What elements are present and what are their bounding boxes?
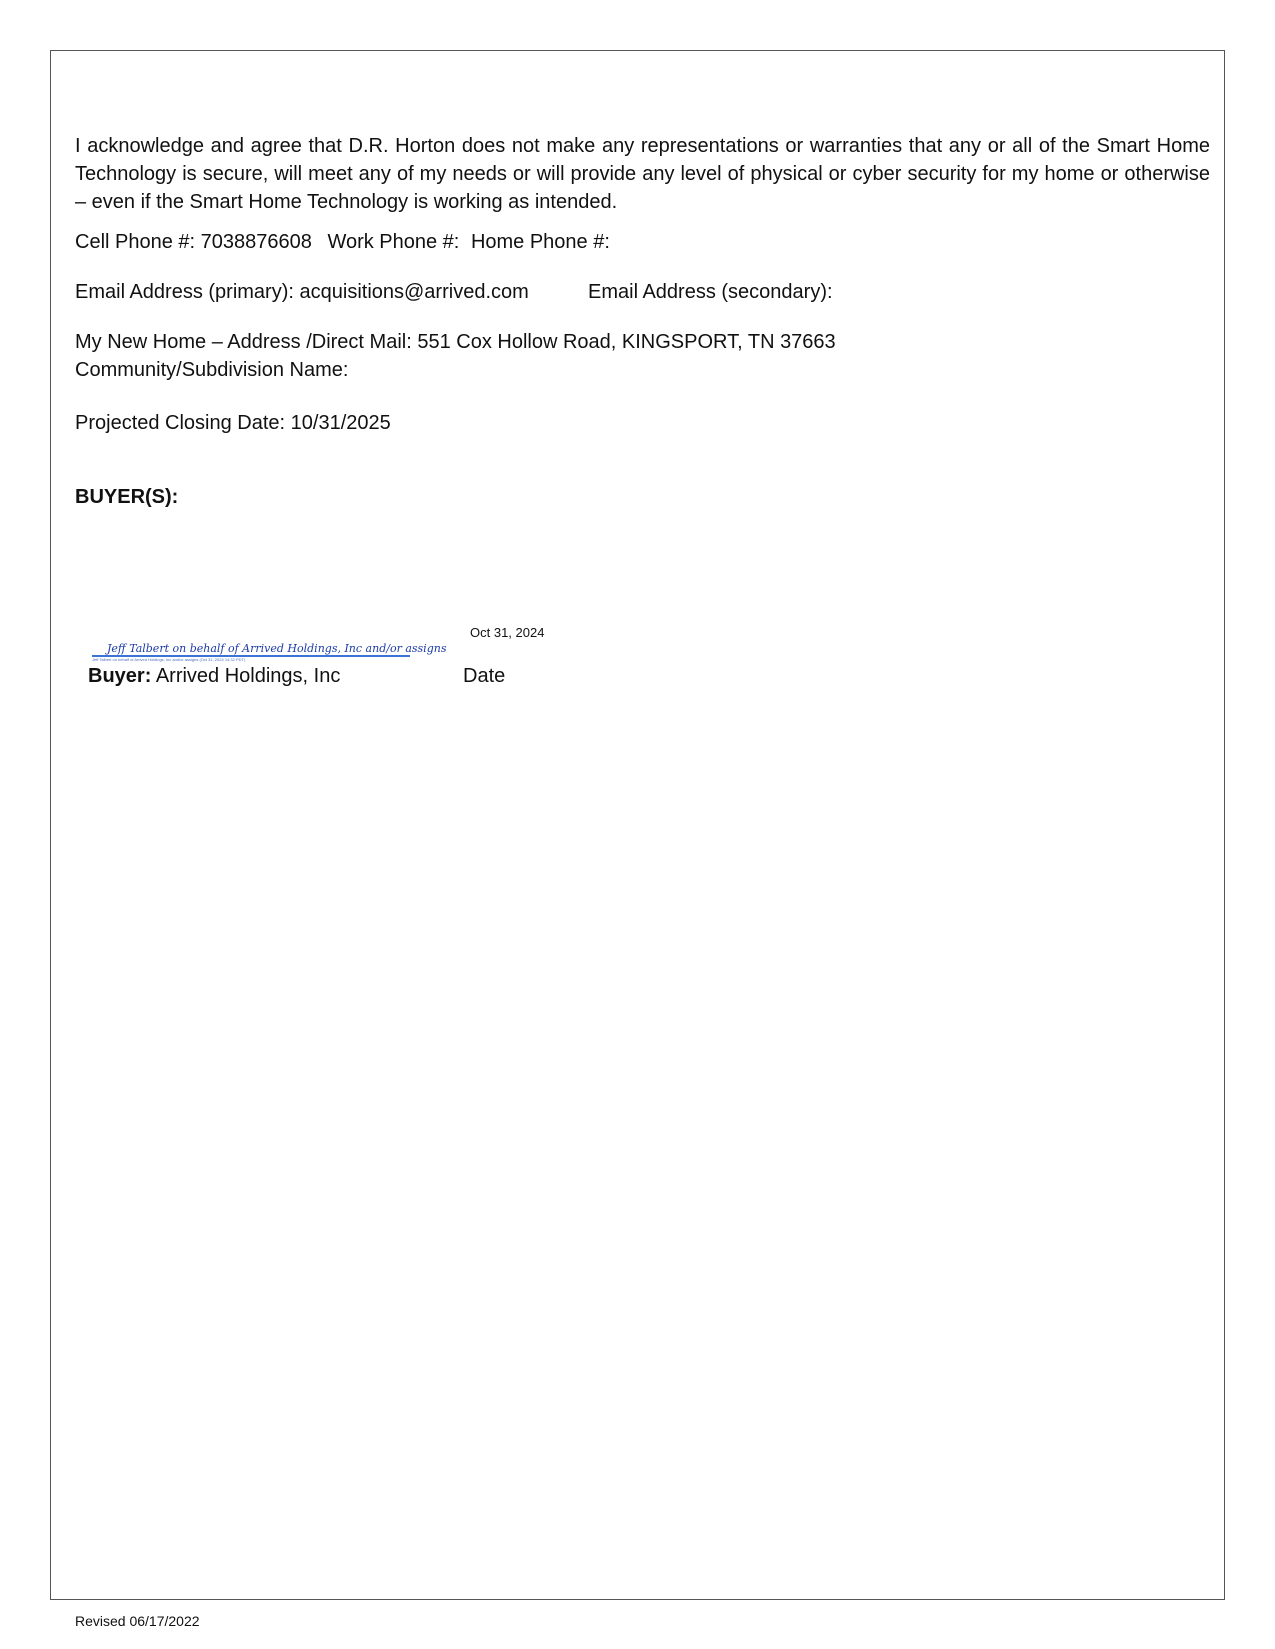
- closing-date-value: 10/31/2025: [290, 412, 391, 434]
- phone-line: [75, 228, 610, 256]
- address-value: 551 Cox Hollow Road, KINGSPORT, TN 37663: [417, 331, 836, 353]
- primary-email-value: acquisitions@arrived.com: [299, 281, 529, 303]
- work-phone-label: Work Phone #:: [327, 231, 460, 253]
- signature-date: Oct 31, 2024: [470, 625, 545, 640]
- address-line: [75, 328, 836, 356]
- buyer-label: Buyer:: [88, 665, 152, 687]
- signature-audit-text: Jeff Talbert on behalf of Arrived Holdings, Inc and/or assigns (Oct 31, 2024 14:32 PDT): [92, 657, 246, 662]
- closing-date-line: [75, 409, 391, 437]
- primary-email-label: Email Address (primary):: [75, 281, 294, 303]
- secondary-email-label: Email Address (secondary):: [588, 281, 833, 303]
- email-line: [75, 278, 529, 306]
- buyer-line: [88, 662, 340, 690]
- revision-footer: Revised 06/17/2022: [75, 1613, 200, 1629]
- acknowledgement-paragraph: I acknowledge and agree that D.R. Horton does not make any representations or warranties that any or all of the Smart Home Technology is secure, will meet any of my needs or will provide any level of physical or cyber security for my home or otherwise – even if the Smart Home Technology is working as intended.: [75, 135, 1210, 213]
- cell-phone-label: Cell Phone #:: [75, 231, 196, 253]
- date-label: Date: [463, 665, 506, 687]
- address-label: My New Home – Address /Direct Mail:: [75, 331, 412, 353]
- closing-date-label: Projected Closing Date:: [75, 412, 286, 434]
- community-label: Community/Subdivision Name:: [75, 359, 349, 381]
- home-phone-label: Home Phone #:: [470, 231, 610, 253]
- buyer-signature: Jeff Talbert on behalf of Arrived Holdings, Inc and/or assigns: [107, 642, 447, 655]
- buyer-name: Arrived Holdings, Inc: [155, 665, 341, 687]
- cell-phone-value: 7038876608: [200, 231, 312, 253]
- buyers-heading: BUYER(S):: [75, 486, 179, 508]
